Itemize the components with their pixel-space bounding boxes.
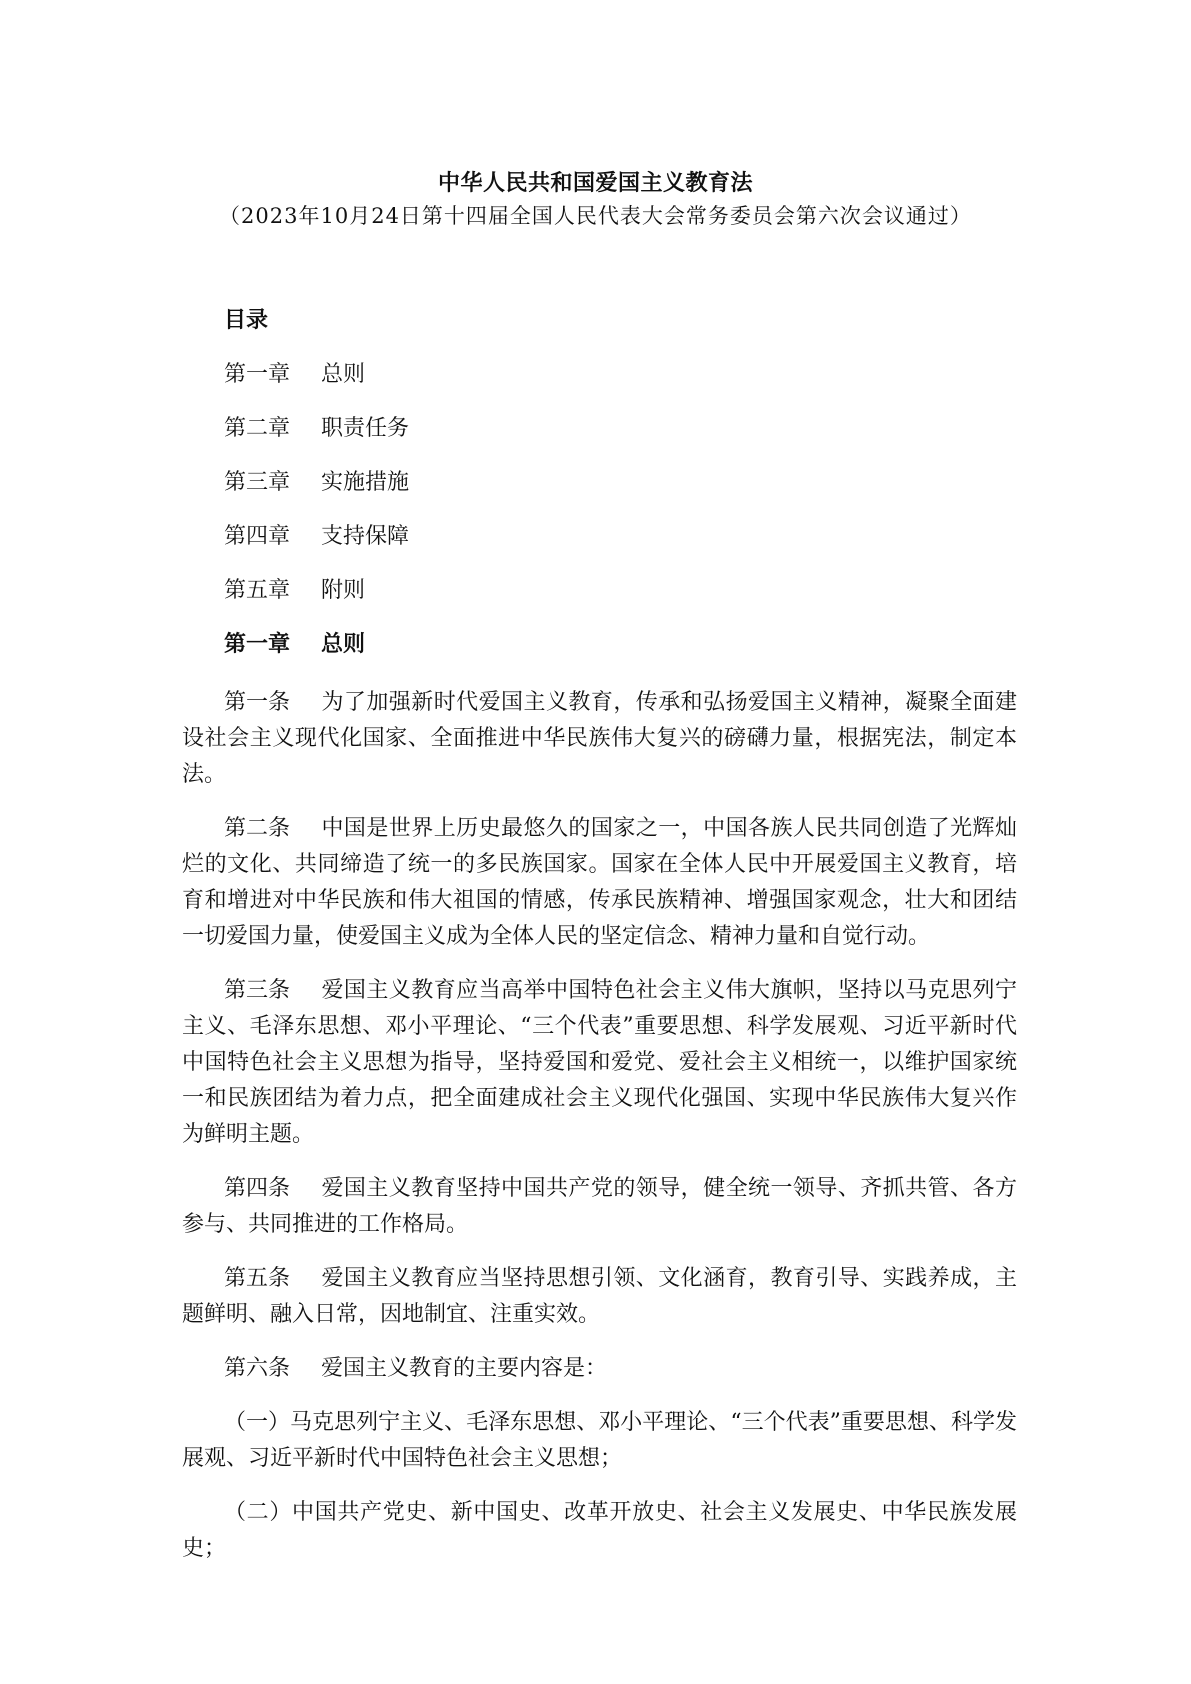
toc-heading: 目录 bbox=[224, 308, 269, 333]
toc-chapter-number: 第二章 bbox=[224, 416, 291, 441]
document-body bbox=[182, 306, 1017, 1585]
toc-chapter-name: 总则 bbox=[321, 362, 366, 387]
article bbox=[182, 1171, 1017, 1243]
article-text: 爱国主义教育应当高举中国特色社会主义伟大旗帜，坚持以马克思列宁主义、毛泽东思想、邓小平理论、“三个代表”重要思想、科学发展观、习近平新时代中国特色社会主义思想为指导，坚持爱国和爱党、爱社会主义相统一，以维护国家统一和民族团结为着力点，把全面建成社会主义现代化强国、实现中华民族伟大复兴作为鲜明主题。 bbox=[182, 978, 1017, 1147]
article-number: 第二条 bbox=[224, 816, 291, 841]
toc-item bbox=[182, 360, 1017, 414]
toc-chapter-name: 实施措施 bbox=[321, 470, 410, 495]
article-number: 第三条 bbox=[224, 978, 291, 1003]
article-text: 中国是世界上历史最悠久的国家之一，中国各族人民共同创造了光辉灿烂的文化、共同缔造了统一的多民族国家。国家在全体人民中开展爱国主义教育，培育和增进对中华民族和伟大祖国的情感，传承民族精神、增强国家观念，壮大和团结一切爱国力量，使爱国主义成为全体人民的坚定信念、精神力量和自觉行动。 bbox=[182, 816, 1017, 949]
article bbox=[182, 811, 1017, 955]
article bbox=[182, 685, 1017, 793]
list-item: （一）马克思列宁主义、毛泽东思想、邓小平理论、“三个代表”重要思想、科学发展观、习近平新时代中国特色社会主义思想； bbox=[182, 1410, 1017, 1471]
toc-chapter-number: 第一章 bbox=[224, 362, 291, 387]
article-number: 第六条 bbox=[224, 1356, 291, 1381]
chapter-number: 第一章 bbox=[224, 632, 291, 657]
toc-chapter-number: 第四章 bbox=[224, 524, 291, 549]
article bbox=[182, 1261, 1017, 1333]
article-text: 爱国主义教育应当坚持思想引领、文化涵育，教育引导、实践养成，主题鲜明、融入日常，因地制宜、注重实效。 bbox=[182, 1266, 1017, 1327]
toc-chapter-name: 附则 bbox=[321, 578, 366, 603]
article-number: 第五条 bbox=[224, 1266, 291, 1291]
chapter-name: 总则 bbox=[321, 632, 366, 657]
toc-chapter-name: 支持保障 bbox=[321, 524, 410, 549]
article-text: 爱国主义教育坚持中国共产党的领导，健全统一领导、齐抓共管、各方参与、共同推进的工作格局。 bbox=[182, 1176, 1017, 1237]
toc-item bbox=[182, 414, 1017, 468]
toc-item bbox=[182, 468, 1017, 522]
article bbox=[182, 1351, 1017, 1387]
article-number: 第一条 bbox=[224, 690, 291, 715]
article-text: 为了加强新时代爱国主义教育，传承和弘扬爱国主义精神，凝聚全面建设社会主义现代化国家、全面推进中华民族伟大复兴的磅礴力量，根据宪法，制定本法。 bbox=[182, 690, 1017, 787]
list-item: （二）中国共产党史、新中国史、改革开放史、社会主义发展史、中华民族发展史； bbox=[182, 1500, 1017, 1561]
chapter-heading bbox=[182, 630, 1017, 685]
document-subtitle: （2023年10月24日第十四届全国人民代表大会常务委员会第六次会议通过） bbox=[219, 204, 972, 228]
article-text: 爱国主义教育的主要内容是： bbox=[321, 1356, 608, 1381]
document-title: 中华人民共和国爱国主义教育法 bbox=[437, 171, 753, 196]
toc-chapter-number: 第三章 bbox=[224, 470, 291, 495]
toc-chapter-name: 职责任务 bbox=[321, 416, 410, 441]
article-number: 第四条 bbox=[224, 1176, 291, 1201]
article bbox=[182, 973, 1017, 1153]
toc-item bbox=[182, 522, 1017, 576]
toc-item bbox=[182, 576, 1017, 630]
toc-chapter-number: 第五章 bbox=[224, 578, 291, 603]
